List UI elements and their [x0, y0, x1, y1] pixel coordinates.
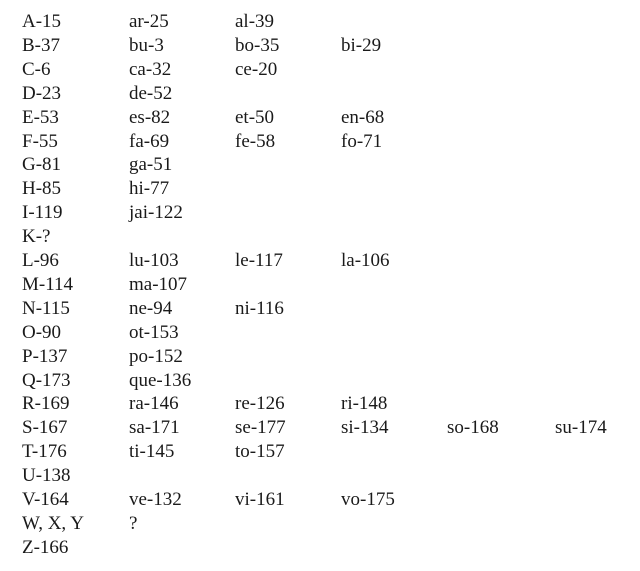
syllable-entry: ar-25 — [129, 11, 169, 32]
syllable-entry: ne-94 — [129, 297, 173, 319]
syllable-entry: es-82 — [129, 106, 171, 128]
syllable-entry: ra-146 — [129, 393, 179, 415]
table-row — [0, 82, 640, 106]
syllable-entry: su-174 — [555, 417, 607, 439]
letter-entry: A-15 — [22, 11, 62, 32]
letter-entry: V-164 — [22, 489, 69, 510]
syllable-entry: et-50 — [235, 106, 275, 128]
letter-entry: B-37 — [22, 34, 60, 56]
syllable-entry: fo-71 — [341, 130, 383, 152]
table-row — [0, 392, 640, 416]
syllable-entry: ce-20 — [235, 58, 278, 80]
table-row — [0, 225, 640, 249]
letter-entry: I-119 — [22, 202, 63, 224]
table-row — [0, 536, 640, 560]
table-row — [0, 106, 640, 130]
table-row — [0, 297, 640, 321]
table-row — [0, 464, 640, 488]
table-row — [0, 321, 640, 345]
letter-entry: F-55 — [22, 130, 58, 152]
syllable-entry: bu-3 — [129, 34, 164, 56]
table-row — [0, 273, 640, 297]
letter-entry: Z-166 — [22, 536, 69, 558]
letter-entry: L-96 — [22, 250, 59, 271]
letter-entry: S-167 — [22, 417, 68, 439]
letter-entry: D-23 — [22, 82, 62, 104]
letter-entry: U-138 — [22, 465, 71, 487]
syllable-entry: vi-161 — [235, 489, 285, 510]
table-row — [0, 34, 640, 58]
table-row — [0, 440, 640, 464]
table-row — [0, 58, 640, 82]
letter-entry: Q-173 — [22, 369, 71, 391]
syllable-entry: si-134 — [341, 417, 389, 439]
syllable-entry: jai-122 — [129, 202, 183, 224]
table-row — [0, 130, 640, 154]
letter-entry: H-85 — [22, 178, 62, 200]
table-row — [0, 249, 640, 273]
table-row — [0, 177, 640, 201]
table-row — [0, 345, 640, 369]
table-row — [0, 488, 640, 512]
letter-entry: P-137 — [22, 345, 68, 367]
syllable-entry: ca-32 — [129, 58, 172, 80]
syllable-entry: re-126 — [235, 393, 285, 415]
syllable-entry: de-52 — [129, 82, 173, 104]
syllable-entry: hi-77 — [129, 178, 170, 200]
letter-entry: O-90 — [22, 321, 62, 343]
letter-entry: T-176 — [22, 441, 67, 463]
syllable-entry: ti-145 — [129, 441, 175, 463]
syllable-entry: se-177 — [235, 417, 286, 439]
letter-entry: R-169 — [22, 393, 70, 415]
syllable-entry: vo-175 — [341, 489, 395, 510]
syllable-entry: ma-107 — [129, 273, 188, 295]
letter-entry: W, X, Y — [22, 512, 84, 534]
syllable-entry: bi-29 — [341, 34, 382, 56]
syllable-entry: fe-58 — [235, 130, 276, 152]
syllable-entry: ni-116 — [235, 297, 284, 319]
table-row — [0, 369, 640, 393]
syllable-entry: que-136 — [129, 369, 192, 391]
letter-entry: C-6 — [22, 58, 51, 80]
syllable-entry: so-168 — [447, 417, 499, 439]
letter-entry: G-81 — [22, 154, 62, 176]
syllable-entry: fa-69 — [129, 130, 170, 152]
syllable-entry: ? — [129, 512, 138, 534]
syllable-entry: le-117 — [235, 250, 283, 271]
syllable-entry: la-106 — [341, 250, 390, 271]
syllable-entry: to-157 — [235, 441, 285, 463]
syllable-entry: bo-35 — [235, 34, 280, 56]
syllable-entry: ri-148 — [341, 393, 388, 415]
letter-entry: N-115 — [22, 297, 70, 319]
table-row — [0, 10, 640, 34]
syllable-entry: al-39 — [235, 11, 275, 32]
syllable-entry: po-152 — [129, 345, 183, 367]
syllable-entry: lu-103 — [129, 250, 179, 271]
letter-entry: K-? — [22, 226, 51, 248]
syllable-entry: ga-51 — [129, 154, 173, 176]
letter-entry: E-53 — [22, 106, 59, 128]
table-row — [0, 512, 640, 536]
table-row — [0, 201, 640, 225]
letter-entry: M-114 — [22, 273, 74, 295]
table-row — [0, 416, 640, 440]
syllable-entry: ve-132 — [129, 489, 182, 510]
table-row — [0, 153, 640, 177]
syllable-entry: sa-171 — [129, 417, 180, 439]
syllable-entry: ot-153 — [129, 321, 179, 343]
syllable-entry: en-68 — [341, 106, 385, 128]
